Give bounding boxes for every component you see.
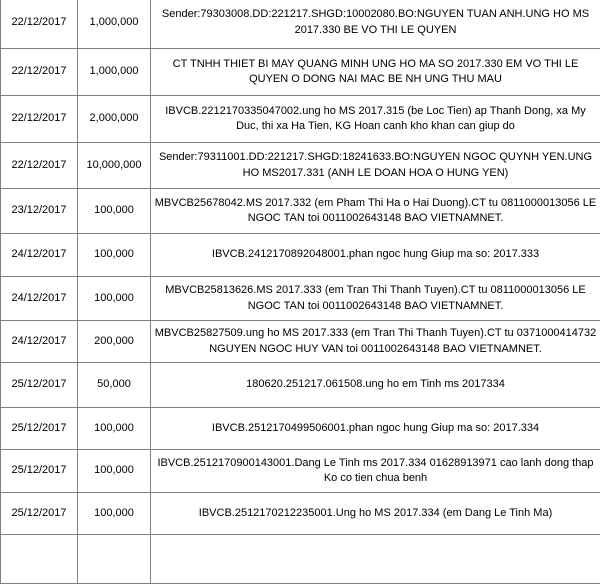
table-row xyxy=(1,450,600,493)
amount-cell: 100,000 xyxy=(78,189,151,234)
description-cell: CT TNHH THIET BI MAY QUANG MINH UNG HO MA SO 2017.330 EM VO THI LE QUYEN O DONG NAI MAC BE NH UNG THU MAU xyxy=(151,49,600,96)
table-row xyxy=(1,321,600,363)
description-cell: IBVCB.2512170212235001.Ung ho MS 2017.334 (em Dang Le Tinh Ma) xyxy=(151,493,600,535)
description-cell: Sender:79303008.DD:221217.SHGD:10002080.BO:NGUYEN TUAN ANH.UNG HO MS 2017.330 BE VO THI LE QUYEN xyxy=(151,0,600,49)
description-cell: MBVCB25813626.MS 2017.333 (em Tran Thi Thanh Tuyen).CT tu 0811000013056 LE NGOC TAN toi 0011002643148 BAO VIETNAMNET. xyxy=(151,277,600,321)
table-row xyxy=(1,408,600,450)
amount-cell: 100,000 xyxy=(78,234,151,277)
table-row xyxy=(1,277,600,321)
amount-cell: 1,000,000 xyxy=(78,49,151,96)
table-row xyxy=(1,49,600,96)
date-cell: 24/12/2017 xyxy=(1,234,78,277)
table-row xyxy=(1,363,600,408)
description-cell: MBVCB25827509.ung ho MS 2017.333 (em Tran Thi Thanh Tuyen).CT tu 0371000414732 NGUYEN NGOC HUY VAN toi 0011002643148 BAO VIETNAMNET. xyxy=(151,321,600,363)
table-row xyxy=(1,234,600,277)
amount-cell: 1,000,000 xyxy=(78,0,151,49)
date-cell: 22/12/2017 xyxy=(1,143,78,189)
date-cell: 22/12/2017 xyxy=(1,49,78,96)
description-cell: IBVCB.2512170499506001.phan ngoc hung Giup ma so: 2017.334 xyxy=(151,408,600,450)
table-row xyxy=(1,493,600,535)
date-cell: 25/12/2017 xyxy=(1,450,78,493)
table-row xyxy=(1,189,600,234)
description-cell: IBVCB.2212170335047002.ung ho MS 2017.315 (be Loc Tien) ap Thanh Dong, xa My Duc, thi xa Ha Tien, KG Hoan canh kho khan can giup do xyxy=(151,96,600,143)
amount-cell xyxy=(78,535,151,584)
date-cell: 22/12/2017 xyxy=(1,0,78,49)
amount-cell: 50,000 xyxy=(78,363,151,408)
description-cell xyxy=(151,535,600,584)
amount-cell: 100,000 xyxy=(78,493,151,535)
date-cell: 24/12/2017 xyxy=(1,321,78,363)
amount-cell: 100,000 xyxy=(78,408,151,450)
date-cell: 24/12/2017 xyxy=(1,277,78,321)
table-row xyxy=(1,143,600,189)
table-row xyxy=(1,96,600,143)
amount-cell: 2,000,000 xyxy=(78,96,151,143)
amount-cell: 10,000,000 xyxy=(78,143,151,189)
description-cell: MBVCB25678042.MS 2017.332 (em Pham Thi Ha o Hai Duong).CT tu 0811000013056 LE NGOC TAN toi 0011002643148 BAO VIETNAMNET. xyxy=(151,189,600,234)
description-cell: 180620.251217.061508.ung ho em Tinh ms 2017334 xyxy=(151,363,600,408)
description-cell: IBVCB.2412170892048001.phan ngoc hung Giup ma so: 2017.333 xyxy=(151,234,600,277)
date-cell: 25/12/2017 xyxy=(1,493,78,535)
amount-cell: 100,000 xyxy=(78,450,151,493)
date-cell xyxy=(1,535,78,584)
table-row xyxy=(1,0,600,49)
description-cell: IBVCB.2512170900143001.Dang Le Tinh ms 2017.334 01628913971 cao lanh dong thap Ko co tien chua benh xyxy=(151,450,600,493)
amount-cell: 200,000 xyxy=(78,321,151,363)
date-cell: 25/12/2017 xyxy=(1,363,78,408)
description-cell: Sender:79311001.DD:221217.SHGD:18241633.BO:NGUYEN NGOC QUYNH YEN.UNG HO MS2017.331 (ANH LE DOAN HOA O HUNG YEN) xyxy=(151,143,600,189)
table-row xyxy=(1,535,600,584)
amount-cell: 100,000 xyxy=(78,277,151,321)
date-cell: 25/12/2017 xyxy=(1,408,78,450)
date-cell: 23/12/2017 xyxy=(1,189,78,234)
date-cell: 22/12/2017 xyxy=(1,96,78,143)
